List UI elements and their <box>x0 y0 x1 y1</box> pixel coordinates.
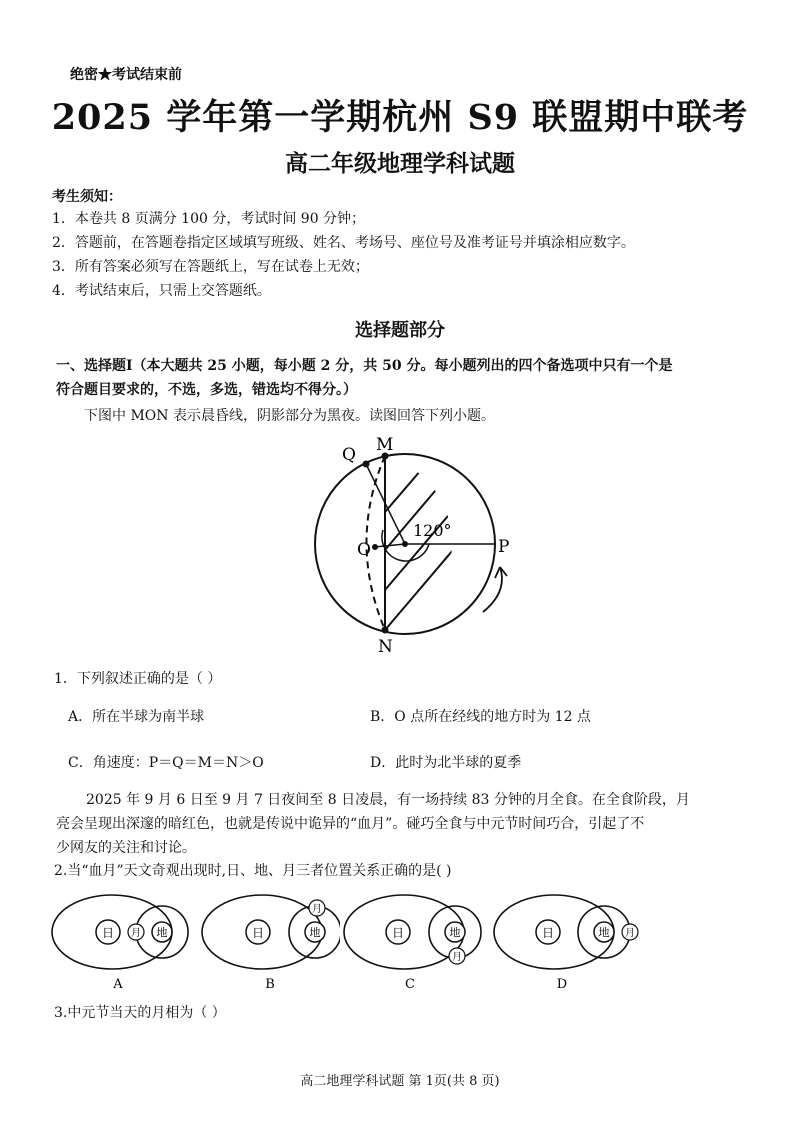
confidential-mark: 绝密★考试结束前 <box>70 67 182 83</box>
notice-item: 4．考试结束后，只需上交答题纸。 <box>52 283 271 299</box>
label-m: M <box>376 435 394 455</box>
label-q: Q <box>342 445 356 465</box>
orbit-diagram-a <box>50 888 190 993</box>
moon-label: 月 <box>131 928 141 939</box>
pole-center-dot <box>402 541 408 547</box>
exam-title: 2025 学年第一学期杭州 S9 联盟期中联考 <box>51 97 749 138</box>
question-3-stem: 3.中元节当天的月相为（ ） <box>54 1005 226 1021</box>
sun-label: 日 <box>541 926 555 940</box>
label-p: P <box>498 537 510 557</box>
rotation-arrow <box>483 567 502 612</box>
label-o: O <box>357 540 371 560</box>
sun-label: 日 <box>101 926 115 940</box>
option-letter: B <box>265 977 275 992</box>
orbit-diagram-d <box>492 888 642 993</box>
figure-intro: 下图中 MON 表示晨昏线，阴影部分为黑夜。读图回答下列小题。 <box>84 408 495 424</box>
exam-subtitle: 高二年级地理学科试题 <box>285 150 515 177</box>
passage-line: 2025 年 9 月 6 日至 9 月 7 日夜间至 8 日凌晨，有一场持续 83 分钟的月全食。在全食阶段，月 <box>86 792 690 808</box>
sun-label: 日 <box>251 926 265 940</box>
q1-option-b: B．O 点所在经线的地方时为 12 点 <box>370 709 591 725</box>
page-footer: 高二地理学科试题 第 1页(共 8 页) <box>300 1074 500 1089</box>
passage-line: 亮会呈现出深邃的暗红色，也就是传说中诡异的“血月”。碰巧全食与中元节时间巧合，引起了不 <box>56 816 645 832</box>
illumination-diagram <box>300 432 520 657</box>
option-letter: C <box>405 977 415 992</box>
moon-label: 月 <box>452 952 462 963</box>
sun-label: 日 <box>391 926 405 940</box>
question-1-stem: 1．下列叙述正确的是（ ） <box>54 671 222 687</box>
notice-title: 考生须知： <box>52 189 122 205</box>
point-n-dot <box>382 627 389 634</box>
earth-label: 地 <box>156 926 168 939</box>
point-q-dot <box>363 461 370 468</box>
instruction-line: 一、选择题Ⅰ（本大题共 25 小题，每小题 2 分，共 50 分。每小题列出的四个备选项中只有一个是 <box>56 358 673 374</box>
notice-item: 2．答题前，在答题卷指定区域填写班级、姓名、考场号、座位号及准考证号并填涂相应数字。 <box>52 235 635 251</box>
moon-label: 月 <box>312 904 322 915</box>
label-n: N <box>378 637 393 657</box>
orbit-diagram-c <box>342 888 482 993</box>
option-letter: D <box>556 977 568 992</box>
passage-line: 少网友的关注和讨论。 <box>56 840 196 856</box>
point-o-dot <box>372 544 378 550</box>
angle-label: 120° <box>413 521 452 540</box>
section-title: 选择题部分 <box>355 320 445 341</box>
q1-option-c: C．角速度：P＝Q＝M＝N＞O <box>68 755 264 771</box>
earth-label: 地 <box>598 926 610 939</box>
earth-label: 地 <box>449 926 461 939</box>
q1-option-d: D．此时为北半球的夏季 <box>370 755 522 771</box>
option-letter: A <box>113 977 123 992</box>
orbit-diagram-b <box>200 888 340 993</box>
earth-label: 地 <box>309 926 321 939</box>
moon-label: 月 <box>625 928 635 939</box>
notice-item: 3．所有答案必须写在答题纸上，写在试卷上无效； <box>52 259 369 275</box>
instruction-line: 符合题目要求的，不选，多选，错选均不得分。） <box>56 382 357 398</box>
q1-option-a: A．所在半球为南半球 <box>68 709 205 725</box>
notice-item: 1．本卷共 8 页满分 100 分，考试时间 90 分钟； <box>52 211 366 227</box>
question-2-stem: 2.当“血月”天文奇观出现时,日、地、月三者位置关系正确的是( ) <box>54 863 452 879</box>
